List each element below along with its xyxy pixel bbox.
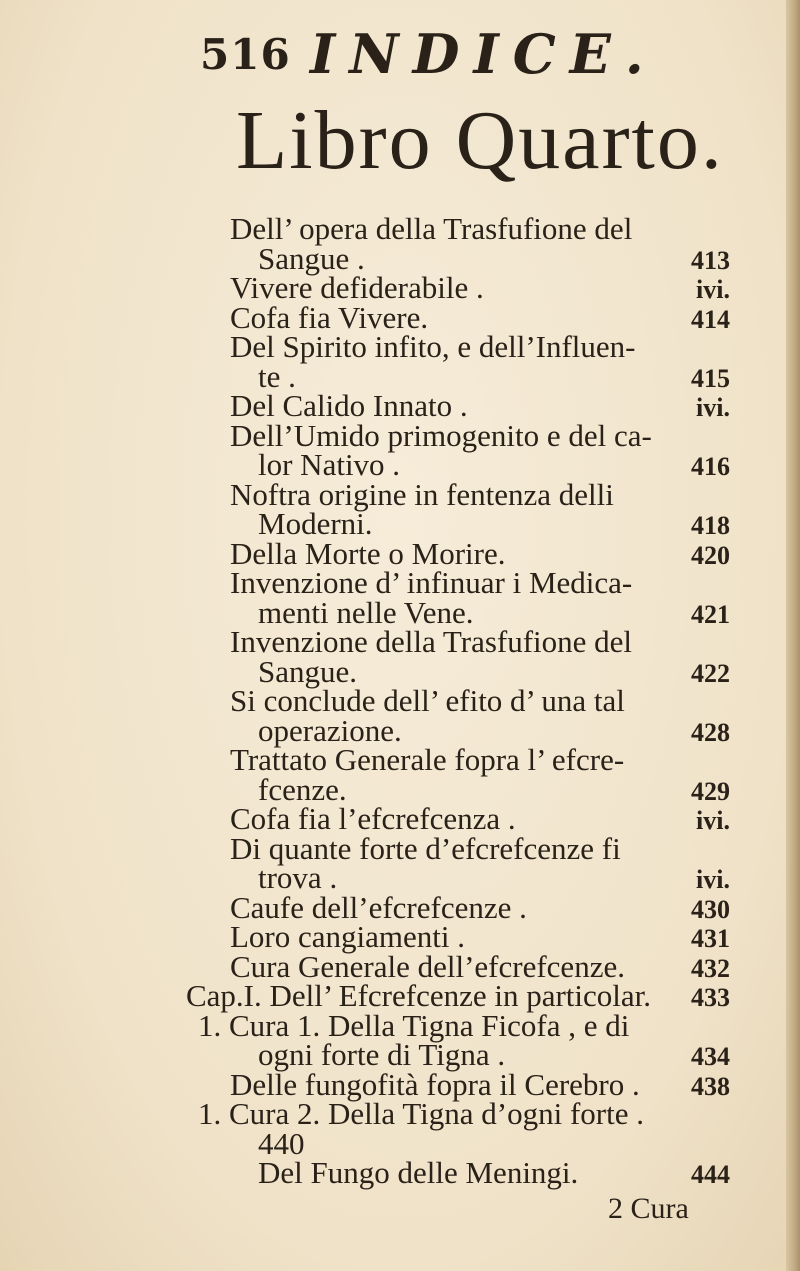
entry-text: Cura Generale dell’efcrefcenze. bbox=[230, 948, 625, 984]
entry-text: lor Nativo . bbox=[258, 447, 401, 482]
running-title: INDICE. bbox=[310, 22, 658, 86]
entry-page: 431 bbox=[691, 924, 730, 953]
entry-page: 428 bbox=[691, 717, 730, 747]
entry-page: 444 bbox=[691, 1160, 730, 1189]
entry-text: menti nelle Vene. bbox=[258, 594, 474, 630]
entry-text: Moderni. bbox=[258, 506, 373, 541]
entry-text: Vivere defiderabile . bbox=[230, 270, 484, 305]
entry-text: 1. Cura 1. Della Tigna Ficofa , e di bbox=[198, 1007, 630, 1043]
entry-page: 422 bbox=[691, 658, 730, 688]
entry-page: 414 bbox=[691, 304, 730, 334]
entry-text: fcenze. bbox=[258, 771, 347, 807]
section-title: Libro Quarto. bbox=[236, 94, 724, 187]
entry-text: Sangue. bbox=[258, 653, 358, 689]
entry-page: 430 bbox=[691, 894, 730, 924]
entry-text: ogni forte di Tigna . bbox=[258, 1037, 506, 1072]
entry-page: 415 bbox=[691, 363, 730, 393]
entry-text: Invenzione della Trasfufione del bbox=[230, 624, 633, 659]
entry-page: 413 bbox=[691, 245, 730, 275]
entry-text: trova . bbox=[258, 860, 338, 895]
entry-text: 1. Cura 2. Della Tigna d’ogni forte . bbox=[198, 1096, 645, 1131]
entry-page: 434 bbox=[691, 1042, 730, 1071]
catchword: 2 Cura bbox=[608, 1191, 689, 1225]
entry-text: Delle fungofità fopra il Cerebro . bbox=[230, 1066, 640, 1102]
page-number: 516 bbox=[200, 30, 291, 79]
entry-text: Dell’ opera della Trasfufione del bbox=[230, 211, 633, 246]
entry-text: Loro cangiamenti . bbox=[230, 919, 465, 954]
page-edge bbox=[786, 0, 800, 1271]
entry-page: 416 bbox=[691, 452, 730, 481]
entry-text: Della Morte o Morire. bbox=[230, 535, 506, 571]
entry-page: ivi. bbox=[696, 393, 730, 422]
entry-text: Del Calido Innato . bbox=[230, 388, 468, 423]
entry-text: Cofa fia l’efcrefcenza . bbox=[230, 801, 516, 836]
entry-page: 420 bbox=[691, 540, 730, 570]
entry-text: Trattato Generale fopra l’ efcre- bbox=[230, 742, 625, 777]
entry-text: Del Fungo delle Meningi. bbox=[258, 1155, 579, 1190]
entry-page: 418 bbox=[691, 511, 730, 540]
entry-text: operazione. bbox=[258, 712, 402, 748]
entry-text: Si conclude dell’ efito d’ una tal bbox=[230, 683, 625, 718]
entry-text: Noftra origine in fentenza delli bbox=[230, 476, 614, 512]
entry-text: Del Spirito infito, e dell’Influen- bbox=[230, 329, 636, 364]
entry-page: 433 bbox=[691, 983, 730, 1012]
entry-page: 432 bbox=[691, 953, 730, 983]
entry-text: Cap.I. Dell’ Efcrefcenze in particolar. bbox=[186, 978, 652, 1013]
entry-text: 440 bbox=[258, 1125, 305, 1161]
entry-text: te . bbox=[258, 358, 296, 394]
entry-page: ivi. bbox=[696, 806, 730, 835]
entry-page: 421 bbox=[691, 599, 730, 629]
entry-text: Sangue . bbox=[258, 240, 365, 276]
entry-page: ivi. bbox=[696, 275, 730, 304]
entry-text: Invenzione d’ infinuar i Medica- bbox=[230, 565, 633, 600]
entry-page: ivi. bbox=[696, 865, 730, 894]
entry-text: Di quante forte d’efcrefcenze fi bbox=[230, 830, 621, 866]
entry-text: Cofa fia Vivere. bbox=[230, 299, 429, 335]
entry-text: Dell’Umido primogenito e del ca- bbox=[230, 417, 652, 453]
entry-text: Caufe dell’efcrefcenze . bbox=[230, 889, 527, 925]
entry-page: 429 bbox=[691, 776, 730, 806]
entry-page: 438 bbox=[691, 1071, 730, 1101]
